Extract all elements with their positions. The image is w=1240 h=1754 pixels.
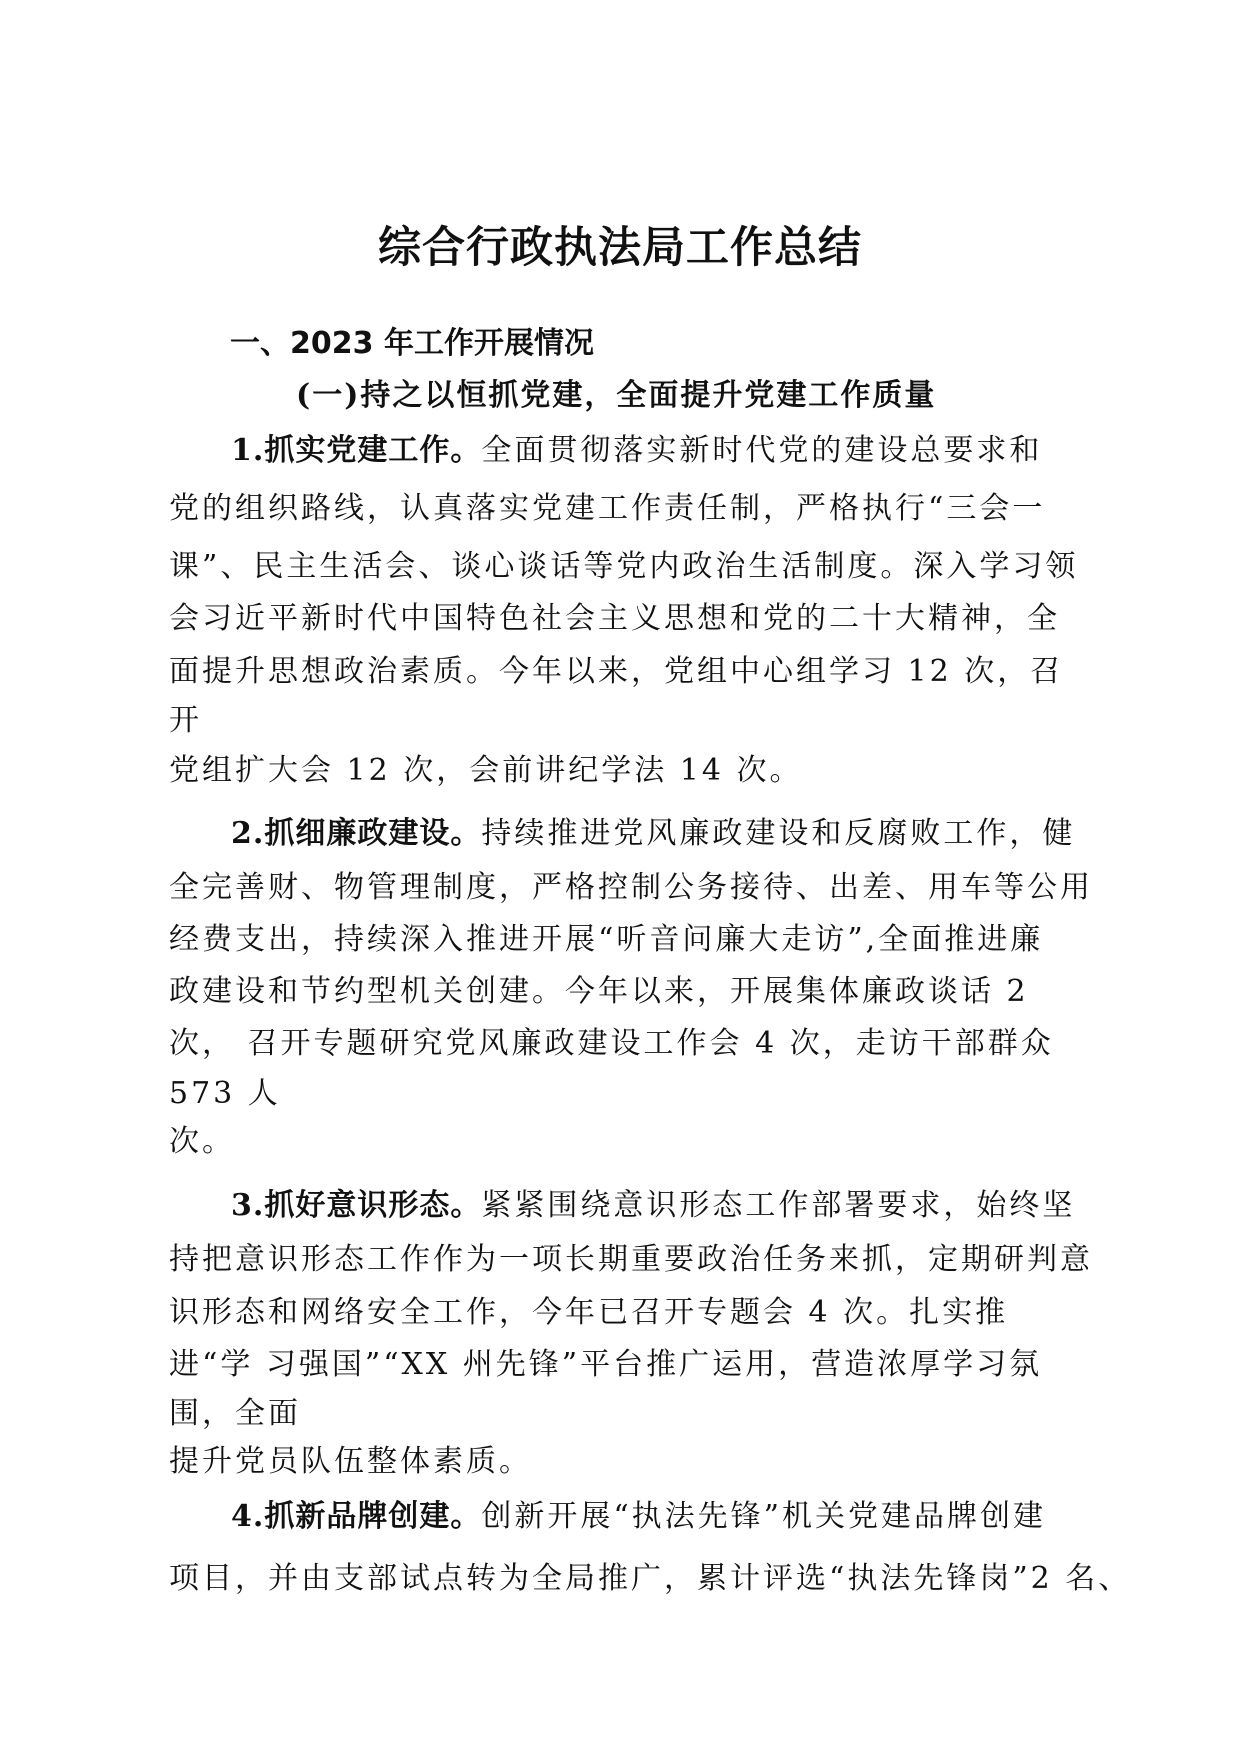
paragraph-2-line-5: 次， 召开专题研究党风廉政建设工作会 4 次，走访干部群众 bbox=[169, 1026, 1054, 1061]
paragraph-3-line-6: 提升党员队伍整体素质。 bbox=[169, 1444, 532, 1479]
paragraph-1-line-5: 面提升思想政治素质。今年以来，党组中心组学习 12 次，召 bbox=[169, 654, 1064, 689]
paragraph-2-lead: 2.抓细廉政建设。 bbox=[231, 816, 482, 851]
section-heading: 一、2023 年工作开展情况 bbox=[230, 326, 594, 361]
paragraph-3-line-2: 持把意识形态工作作为一项长期重要政治任务来抓，定期研判意 bbox=[169, 1242, 1093, 1277]
paragraph-1-lead: 1.抓实党建工作。 bbox=[231, 433, 482, 468]
paragraph-2-line-2: 全完善财、物管理制度，严格控制公务接待、出差、用车等公用 bbox=[169, 870, 1093, 905]
paragraph-4-lead: 4.抓新品牌创建。 bbox=[231, 1499, 482, 1534]
paragraph-3-lead: 3.抓好意识形态。 bbox=[231, 1188, 482, 1223]
paragraph-4-line-1 bbox=[231, 1491, 1046, 1535]
paragraph-1-text: 全面贯彻落实新时代党的建设总要求和 bbox=[481, 433, 1043, 468]
paragraph-1-line-7: 党组扩大会 12 次，会前讲纪学法 14 次。 bbox=[169, 753, 803, 788]
paragraph-1-line-2: 党的组织路线，认真落实党建工作责任制，严格执行“三会一 bbox=[169, 491, 1046, 526]
paragraph-2-line-3: 经费支出，持续深入推进开展“听音问廉大走访”,全面推进廉 bbox=[169, 922, 1044, 957]
paragraph-3-line-3: 识形态和网络安全工作，今年已召开专题会 4 次。扎实推 bbox=[169, 1295, 1009, 1330]
paragraph-2-line-6: 573 人 bbox=[169, 1076, 281, 1111]
paragraph-2-line-4: 政建设和节约型机关创建。今年以来，开展集体廉政谈话 2 bbox=[169, 974, 1029, 1009]
paragraph-3-line-4: 进“学 习强国”“XX 州先锋”平台推广运用，营造浓厚学习氛 bbox=[169, 1347, 1043, 1382]
paragraph-1-line-1 bbox=[231, 425, 1042, 469]
paragraph-1-line-4: 会习近平新时代中国特色社会主义思想和党的二十大精神，全 bbox=[169, 601, 1060, 636]
paragraph-4-text: 创新开展“执法先锋”机关党建品牌创建 bbox=[481, 1499, 1047, 1534]
paragraph-3-line-1 bbox=[231, 1180, 1075, 1224]
paragraph-2-text: 持续推进党风廉政建设和反腐败工作，健 bbox=[481, 816, 1076, 851]
paragraph-3-line-5: 围，全面 bbox=[169, 1396, 301, 1431]
paragraph-2-line-7: 次。 bbox=[169, 1124, 235, 1159]
subsection-heading: (一)持之以恒抓党建，全面提升党建工作质量 bbox=[296, 378, 937, 413]
document-title: 综合行政执法局工作总结 bbox=[378, 223, 862, 273]
paragraph-3-text: 紧紧围绕意识形态工作部署要求，始终坚 bbox=[481, 1188, 1076, 1223]
paragraph-1-line-3: 课”、民主生活会、谈心谈话等党内政治生活制度。深入学习领 bbox=[169, 549, 1079, 584]
paragraph-4-line-2: 项目，并由支部试点转为全局推广，累计评选“执法先锋岗”2 名、 bbox=[169, 1561, 1132, 1596]
paragraph-1-line-6: 开 bbox=[169, 703, 202, 738]
paragraph-2-line-1 bbox=[231, 808, 1075, 852]
